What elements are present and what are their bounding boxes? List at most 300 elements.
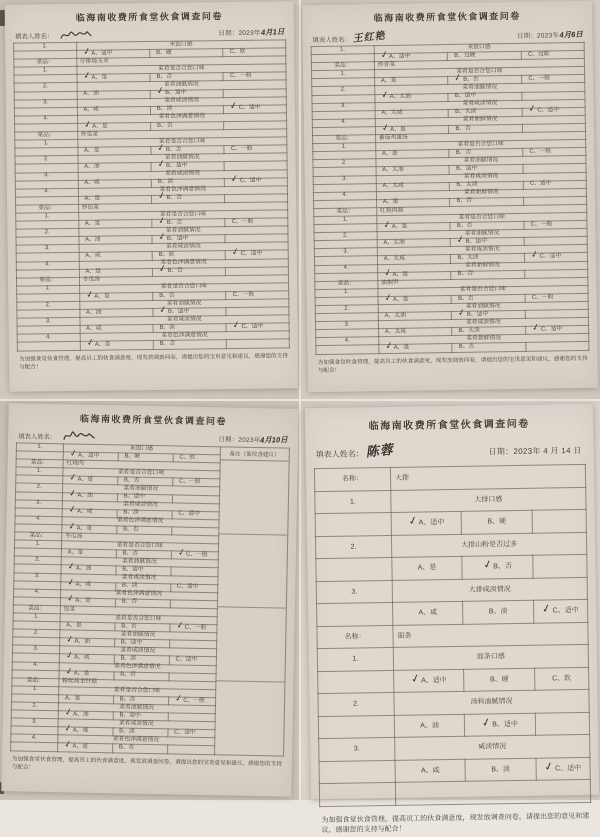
option-cell: A、是 [78,195,152,204]
option-cell: ✓C、适中 [536,757,591,780]
option-cell: B、否 [449,149,523,158]
checkmark-handwritten: ✓ [63,722,73,734]
photo-page-3 [0,401,299,800]
question-number: 4. [315,264,378,273]
option-cell: ✓B、适中 [151,162,225,171]
question-number: 3. [314,248,377,257]
dish-name: 炒苋菜 [77,129,287,140]
question-text: 菜肴是否合您口味 [60,614,217,625]
option-cell: ✓A、是 [79,292,153,301]
option-cell: ✓A、咸 [58,727,113,736]
question-number: 1. [15,140,78,149]
option-cell: ✓A、是 [375,125,449,134]
checkmark-handwritten: ✓ [383,291,393,303]
option-cell: ✓B、否 [152,219,226,228]
checkmark-handwritten: ✓ [381,218,392,231]
option-cell: B、否 [153,292,227,301]
option-cell: ✓A、适中 [374,53,448,62]
option-cell: C、适中 [170,583,217,592]
name-field-label: 填表人姓名： [18,433,57,442]
option-cell: B、否 [112,744,167,753]
survey-table-wrap [311,42,590,355]
question-number: 1. [13,613,60,622]
option-cell: ✓C、适中 [525,253,588,262]
checkmark-handwritten: ✓ [229,100,239,112]
dish-label: 菜品： [314,208,377,217]
questionnaire-page-4 [305,404,599,835]
question-text: 菜肴咸淡情况 [77,97,287,108]
photo-page-4 [301,401,600,835]
checkmark-handwritten: ✓ [175,619,185,631]
form-title: 临海南收费所食堂伙食调查问卷 [373,10,521,24]
option-cell: A、是 [58,695,113,704]
question-text: 菜肴色泽满意情况 [77,113,287,124]
question-text: 面条口感 [393,644,588,670]
form-meta-row [315,437,581,460]
option-cell: B、否 [114,671,169,680]
question-number: 2. [15,156,78,165]
option-cell: ✓B、否 [462,555,533,579]
dish-label: 菜品： [13,605,60,614]
question-text: 菜肴咸淡情况 [79,242,289,253]
option-cell: C、软 [173,454,220,463]
question-number: 4. [316,337,379,346]
question-number: 2. [17,301,80,310]
survey-table [314,464,591,807]
empty-cell [316,557,392,581]
question-number: 3. [11,718,58,727]
dish-name: 番茄鸡蛋汤 [375,131,585,142]
question-text: 菜肴是否合您口味 [77,137,287,148]
question-text: 菜肴色泽满意情况 [62,517,219,528]
option-cell: A、是 [376,198,450,207]
option-cell: ✓B、否 [151,146,225,155]
option-cell: A、是 [61,549,116,558]
checkmark-handwritten: ✓ [67,519,77,532]
question-text: 菜肴咸淡情况 [59,646,216,657]
option-cell: ✓C、适中 [224,105,287,114]
question-text: 菜肴新鲜情况 [378,334,588,345]
question-text: 菜肴油腻情况 [376,156,586,167]
checkmark-handwritten: ✓ [62,738,73,750]
question-text: 菜肴咸淡情况 [80,315,290,326]
question-text: 菜肴咸淡情况 [376,172,586,183]
question-number: 3. [15,500,62,509]
option-cell: ✓A、是 [77,122,151,131]
option-cell: B、适中 [448,92,522,101]
checkmark-handwritten: ✓ [406,514,419,529]
option-cell: B、否 [115,623,170,632]
option-cell: B、硬 [150,49,224,58]
question-number: 1. [315,490,391,514]
checkmark-handwritten: ✓ [455,233,466,246]
option-cell: B、太淡 [452,327,526,336]
option-cell: C、适中 [172,511,219,520]
question-text: 菜肴是否合您口味 [78,210,288,221]
option-cell [227,339,290,348]
option-cell: A、咸 [78,179,152,188]
question-text: 菜肴是否合您口味 [61,541,218,552]
checkmark-handwritten: ✓ [65,576,76,588]
option-cell: ✓B、适中 [152,235,226,244]
question-number: 3. [14,99,77,108]
question-text: 菜肴油腻情况 [77,80,287,91]
question-text: 大排口感 [391,487,586,513]
question-text: 米饭口感 [76,40,286,51]
empty-cell [318,715,394,739]
question-text: 菜肴油腻情况 [60,630,217,641]
question-text: 菜肴新鲜情况 [375,115,585,126]
question-number: 3. [315,321,378,330]
question-number: 4. [16,261,79,270]
question-number: 1. [16,212,79,221]
dish-label: 菜品： [16,204,79,213]
question-text: 菜肴咸淡情况 [377,245,587,256]
option-cell [526,342,589,351]
option-cell: ✓A、油 [58,711,113,720]
question-text: 大排山粉是否过多 [391,532,586,558]
option-cell: B、适中 [113,712,168,721]
question-number: 2. [315,305,378,314]
option-cell: A、是 [374,77,448,86]
option-cell: A、咸 [392,601,463,625]
dish-name: 仔排烧玉米 [76,56,286,67]
option-cell: ✓A、油 [61,565,116,574]
question-number: 1. [315,288,378,297]
photo-page-1 [0,0,299,399]
option-cell: B、否 [117,477,172,486]
question-number: 1. [311,46,374,55]
question-text: 菜肴咸淡情况 [62,500,219,511]
question-text: 菜肴油腻情况 [58,703,215,714]
question-number: 4. [17,334,80,343]
dish-label: 菜品： [313,135,376,144]
option-cell: C、一般 [226,291,289,300]
empty-cell [318,670,394,694]
checkmark-handwritten: ✓ [480,715,493,730]
question-text: 咸淡情况 [395,734,590,760]
question-number: 2. [318,692,394,716]
question-text: 菜肴色泽满意情况 [80,331,290,342]
option-cell: C、一般 [524,220,587,229]
name-field-label: 填表人姓名： [315,449,364,460]
option-cell: A、太油 [377,239,451,248]
option-cell: ✓B、适中 [153,308,227,317]
date-printed: 日期：2023年 [516,32,560,40]
option-cell: B、过硬 [448,51,522,60]
option-cell: A、是 [376,150,450,159]
option-cell: ✓B、适中 [150,89,224,98]
dish-label: 菜品： [15,532,62,541]
option-cell: C、适中 [169,656,216,665]
option-cell: C、一般 [525,293,588,302]
option-cell: ✓B、否 [152,267,226,276]
option-cell: B、淡 [465,758,536,782]
table-row [319,779,590,806]
option-cell: ✓A、是 [377,223,451,232]
question-number: 4. [11,734,58,743]
option-cell: B、太淡 [450,181,524,190]
option-cell [535,712,590,735]
checkmark-handwritten: ✓ [158,303,168,315]
signature-handwritten: 王红艳 [352,30,387,45]
option-cell: ✓A、适中 [76,50,150,59]
option-cell: B、淡 [151,178,225,187]
checkmark-handwritten: ✓ [64,665,74,677]
option-cell: ✓A、是 [378,295,452,304]
option-cell: B、淡 [152,251,226,260]
option-cell: B、适中 [114,639,169,648]
option-cell: ✓A、油 [59,638,114,647]
option-cell: A、是 [392,556,463,580]
question-text: 菜肴油腻情况 [79,299,289,310]
question-number: 4. [12,661,59,670]
question-text: 菜肴新鲜情况 [377,261,587,272]
dish-label: 菜品： [15,131,78,140]
option-cell: B、太淡 [451,254,525,263]
checkmark-handwritten: ✓ [229,172,240,185]
checkmark-handwritten: ✓ [82,118,93,130]
option-cell: B、适中 [116,566,171,575]
checkmark-handwritten: ✓ [66,560,76,572]
remarks-empty-cell [219,460,289,535]
question-text: 菜肴油腻情况 [61,557,218,568]
checkmark-handwritten: ✓ [85,336,95,349]
checkmark-handwritten: ✓ [380,121,391,133]
question-text: 菜肴色泽满意情况 [60,589,217,600]
option-cell: C、过软 [521,50,584,59]
option-cell: B、否 [452,294,526,303]
checkmark-handwritten: ✓ [68,471,78,483]
checkmark-handwritten: ✓ [81,69,92,82]
form-title: 临海南收费所食堂伙食调查问卷 [75,11,223,23]
question-text: 菜肴咸淡情况 [61,573,218,584]
option-cell: B、淡 [150,105,224,114]
dish-name: 炒青菜 [374,59,584,70]
dish-name: 炒包菜 [78,202,288,213]
option-cell: C、一般 [225,218,288,227]
empty-cell [316,345,379,354]
question-text: 菜肴油腻情况 [62,484,219,495]
question-text: 菜肴是否合您口味 [375,139,585,150]
question-number: 3. [15,172,78,181]
checkmark-handwritten: ✓ [383,339,394,352]
option-cell: ✓C、适中 [533,599,588,622]
option-cell: A、咸 [79,252,153,261]
questionnaire-page-1 [5,1,299,392]
option-cell [532,509,587,532]
dish-label [319,782,395,806]
date-handwritten: 4月1日 [260,26,285,38]
option-cell: ✓C、适中 [226,250,289,259]
option-cell: B、否 [449,124,523,133]
option-cell: ✓C、适中 [526,326,589,335]
name-field-label: 填表人姓名： [15,33,54,41]
option-cell: B、否 [451,270,525,279]
remarks-empty-cell [217,534,287,609]
question-number: 4. [15,516,62,525]
question-text: 菜肴色泽满意情况 [58,735,215,746]
signature-scribble-icon [59,28,93,41]
question-text: 菜肴油腻情况 [78,226,288,237]
survey-table [10,442,220,754]
form-title: 临海南收费所食堂伙食调查问卷 [79,413,228,427]
survey-table-wrap [314,464,591,807]
checkmark-handwritten: ✓ [379,88,390,101]
option-cell: A、太咸 [378,328,452,337]
checkmark-handwritten: ✓ [540,602,553,617]
question-number: 3. [14,572,61,581]
option-cell: ✓A、是 [59,670,114,679]
option-cell: ✓B、适中 [452,310,526,319]
footer-note: 为加强食堂伙食管理，提高员工的伙食满意度，现发放调查问卷，请提出您的宝贵意见和建议，感谢您的支持与配合！ [11,755,282,771]
checkmark-handwritten: ✓ [157,262,168,275]
option-cell: B、淡 [114,655,169,664]
survey-table-wrap [10,442,290,756]
option-cell: A、咸 [77,106,151,115]
question-number: 3. [316,580,392,604]
dish-label: 名称： [317,625,393,649]
question-text: 菜肴是否合您口味 [378,285,588,296]
dish-name: 粉丝炖金针菇 [59,678,216,689]
question-text: 菜肴油腻情况 [377,229,587,240]
option-cell: ✓A、是 [377,271,451,280]
checkmark-handwritten: ✓ [382,266,393,279]
option-cell: ✓A、是 [80,341,154,350]
option-cell: A、太油 [378,312,452,321]
question-text: 菜肴是否合您口味 [58,687,215,698]
dish-name: 红烧肉圆 [376,204,586,215]
option-cell: B、否 [115,599,170,608]
empty-cell [315,512,391,536]
option-cell: B、太淡 [449,108,523,117]
checkmark-handwritten: ✓ [453,71,464,84]
option-cell: ✓C、一般 [171,551,218,560]
option-cell: A、油 [79,309,153,318]
checkmark-handwritten: ✓ [527,102,538,115]
checkmark-handwritten: ✓ [529,248,540,261]
empty-cell [319,760,395,784]
option-cell: ✓A、咸 [62,509,117,518]
question-text: 菜肴色泽满意情况 [79,258,289,269]
question-text: 菜肴新鲜情况 [376,188,586,199]
option-cell: ✓B、否 [448,76,522,85]
option-cell: C、一般 [223,72,286,81]
checkmark-handwritten: ✓ [67,503,77,516]
checkmark-handwritten: ✓ [156,141,166,154]
option-cell: C、适中 [168,729,215,738]
date-handwritten: 4月6日 [558,29,583,40]
option-cell: ✓B、适中 [451,238,525,247]
dish-name: 面条 [393,622,588,648]
question-number: 4. [15,188,78,197]
date-printed: 日期：2023年 [218,436,261,445]
checkmark-handwritten: ✓ [67,487,78,499]
question-number: 3. [17,318,80,327]
question-number: 1. [314,216,377,225]
question-text: 菜肴咸淡情况 [58,719,215,730]
dish-name: 油焖笋 [378,277,588,288]
option-cell: A、太油 [376,166,450,175]
question-number: 4. [313,191,376,200]
question-number: 2. [314,232,377,241]
option-cell: A、是 [78,220,152,229]
question-number: 2. [16,229,79,238]
checkmark-handwritten: ✓ [156,157,167,170]
option-cell: A、太咸 [377,255,451,264]
option-cell: B、适中 [117,493,172,502]
dish-label: 菜品： [14,59,77,68]
option-cell: A、油 [77,90,151,99]
checkmark-handwritten: ✓ [81,45,92,57]
survey-table [13,39,290,351]
question-text: 菜肴是否合您口味 [377,212,587,223]
question-number: 2. [13,629,60,638]
checkmark-handwritten: ✓ [173,691,184,704]
checkmark-handwritten: ✓ [156,190,167,202]
dish-label: 菜品： [315,280,378,289]
checkmark-handwritten: ✓ [155,84,166,97]
question-number: 3. [319,737,395,761]
question-number: 4. [312,119,375,128]
question-text: 菜肴色泽满意情况 [78,186,288,197]
question-number: 2. [313,159,376,168]
checkmark-handwritten: ✓ [68,447,79,459]
checkmark-handwritten: ✓ [157,230,168,243]
question-number: 1. [312,70,375,79]
question-number: 1. [14,540,61,549]
option-cell: ✓A、太油 [375,93,449,102]
option-cell: ✓C、适中 [522,107,585,116]
form-meta-row [15,25,284,40]
option-cell: B、否 [153,340,227,349]
remarks-empty-cell [215,681,285,755]
option-cell: B、否 [116,550,171,559]
question-number: 2. [11,702,58,711]
option-cell: C、软 [223,48,286,57]
questionnaire-page-3 [1,403,298,796]
dish-label: 菜品： [12,678,59,687]
footer-note: 为加强食堂伙食管理，提高员工的伙食满意度，现发放调查问卷，请提出您的宝贵意见和建议，感谢您的支持与配合！ [18,352,288,371]
option-cell: B、否 [116,526,171,535]
option-cell: ✓B、否 [151,194,225,203]
footer-note: 为加强食堂伙食管理，提高员工的伙食满意度，现发放调查问卷，请提出您的宝贵意见和建议，感谢您的支持与配合！ [317,355,588,374]
checkmark-handwritten: ✓ [457,306,467,318]
checkmark-handwritten: ✓ [481,558,494,573]
question-number: 1. [16,467,63,476]
option-cell: ✓A、适中 [391,511,462,535]
question-number: 2. [14,556,61,565]
signature-scribble-icon [62,428,96,443]
option-cell: B、淡 [117,510,172,519]
dish-label: 菜品： [16,459,63,468]
option-cell: ✓C、一般 [168,697,215,706]
date-printed: 日期：2023年 4 月 14 日 [488,445,582,457]
date-printed: 日期：2023年 [218,29,261,38]
option-cell: ✓A、是 [60,598,115,607]
option-cell: ✓A、油 [62,492,117,501]
question-number: 2. [14,83,77,92]
question-number: 4. [15,115,78,124]
question-text: 汤料油腻情况 [394,689,589,715]
question-text: 菜肴咸淡情况 [78,169,288,180]
option-cell: ✓A、咸 [59,654,114,663]
question-text: 菜肴色泽满意情况 [59,662,216,673]
option-cell: C、一般 [522,75,585,84]
checkmark-handwritten: ✓ [64,633,75,645]
checkmark-handwritten: ✓ [157,214,167,226]
dish-name: 冬瓜汤 [79,275,289,286]
